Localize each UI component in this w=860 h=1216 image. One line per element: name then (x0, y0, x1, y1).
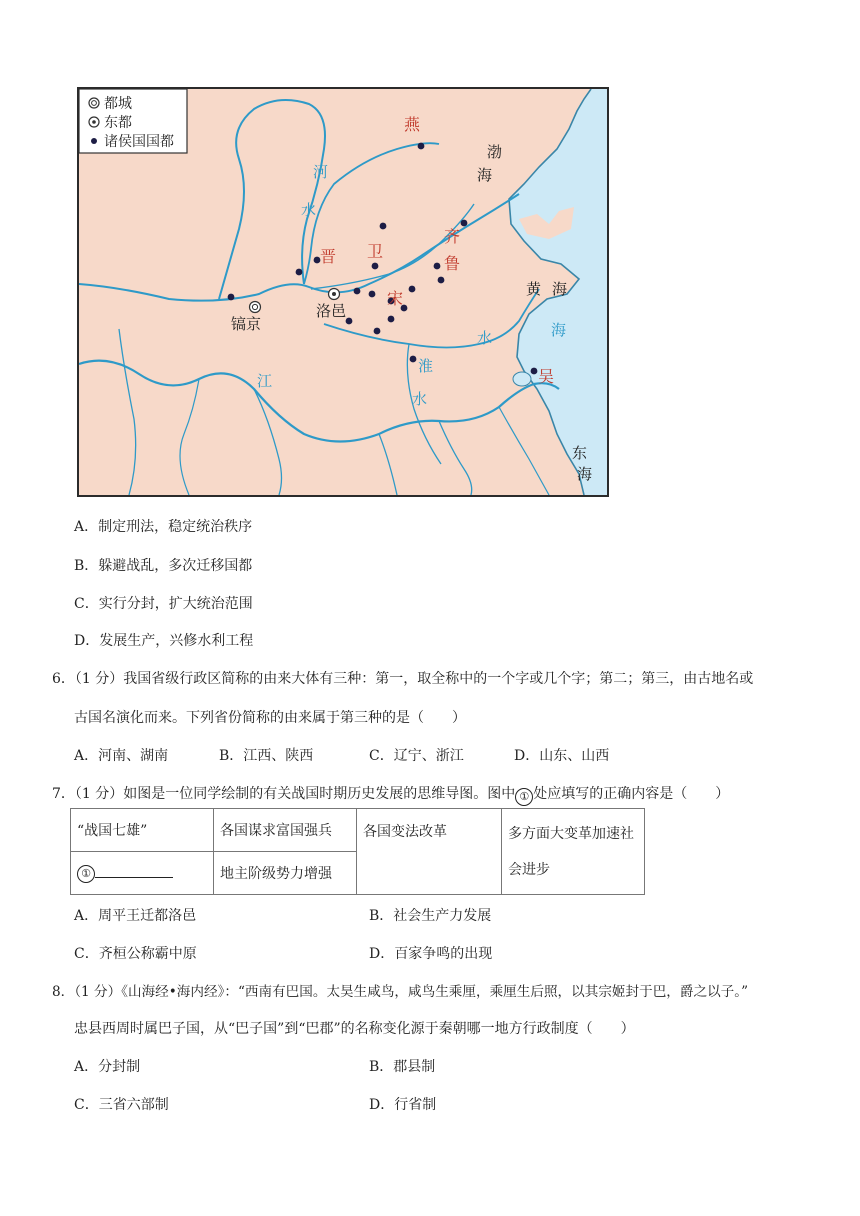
legend-vassal-icon (91, 138, 97, 144)
legend-label-capital: 都城 (104, 96, 132, 112)
q7-stem-part1: 7．（1 分）如图是一位同学绘制的有关战国时期历史发展的思维导图。图中 (52, 786, 516, 802)
vassal-dot (531, 368, 538, 375)
city-label-haojing: 镐京 (231, 315, 262, 333)
river-label-he-shui: 水 (301, 201, 317, 219)
q7-stem-part2: 处应填写的正确内容是（ ） (533, 786, 730, 802)
q7-option-a[interactable]: A．周平王迁都洛邑 (74, 908, 197, 924)
q8-option-b[interactable]: B．郡县制 (369, 1059, 436, 1075)
mind-cell-progress (502, 809, 645, 895)
legend-label-vassal: 诸侯国国都 (104, 134, 174, 150)
q7-stem-circled-number: ① (515, 788, 533, 806)
sea-label-donghai-2: 海 (577, 465, 593, 483)
mind-cell-wealth: 各国谋求富国强兵 (214, 809, 357, 852)
lake (513, 372, 531, 386)
sea-label-bohai-2: 海 (477, 166, 493, 184)
river-label-huai-shui: 水 (412, 390, 428, 408)
vassal-dot (369, 291, 376, 298)
vassal-dot (374, 328, 381, 335)
q5-option-d[interactable]: D．发展生产，兴修水利工程 (74, 633, 254, 649)
vassal-dot (461, 220, 468, 227)
river-label-he: 河 (313, 163, 329, 181)
fill-in-blank[interactable] (95, 863, 173, 878)
q8-stem-line1: 8．（1 分）《山海经•海内经》：“西南有巴国。太昊生咸鸟，咸鸟生乘厘，乘厘生后照，以其宗姬封于巴，爵之以子。” (52, 984, 749, 1000)
vassal-dot (372, 263, 379, 270)
sea-label-bohai-1: 渤 (487, 143, 503, 161)
mind-cell-blank[interactable] (71, 852, 214, 895)
vassal-dot (438, 277, 445, 284)
state-label-yan: 燕 (404, 115, 421, 134)
haojing-capital-icon (250, 302, 261, 313)
vassal-dot (296, 269, 303, 276)
mind-map-table (70, 808, 645, 895)
q7-stem (52, 783, 729, 806)
vassal-dot (410, 356, 417, 363)
vassal-dot (388, 316, 395, 323)
q5-option-c[interactable]: C．实行分封，扩大统治范围 (74, 596, 253, 612)
river-label-huai: 淮 (418, 357, 434, 375)
vassal-dot (409, 286, 416, 293)
mind-cell-progress-line1: 多方面大变革加速社 (508, 825, 634, 842)
q5-option-b[interactable]: B．躲避战乱，多次迁移国都 (74, 558, 253, 574)
q7-option-d[interactable]: D．百家争鸣的出现 (369, 946, 493, 962)
vassal-dot (228, 294, 235, 301)
q6-option-c[interactable]: C．辽宁、浙江 (369, 748, 464, 764)
q6-option-b[interactable]: B．江西、陕西 (219, 748, 314, 764)
map-canvas (79, 89, 607, 495)
vassal-dot (346, 318, 353, 325)
q6-stem-line1: 6．（1 分）我国省级行政区简称的由来大体有三种：第一，取全称中的一个字或几个字；第二；第三，由古地名或 (52, 671, 754, 687)
sea-label-donghai-1: 东 (572, 444, 588, 462)
sea-label-huanghai-blue: 海 (551, 321, 567, 339)
q8-option-c[interactable]: C．三省六部制 (74, 1097, 169, 1113)
mind-cell-landlord: 地主阶级势力增强 (214, 852, 357, 895)
q7-option-b[interactable]: B．社会生产力发展 (369, 908, 492, 924)
q5-option-a[interactable]: A．制定刑法，稳定统治秩序 (74, 519, 253, 535)
state-label-song: 宋 (387, 289, 404, 308)
vassal-dot (380, 223, 387, 230)
q7-option-c[interactable]: C．齐桓公称霸中原 (74, 946, 197, 962)
q6-option-d[interactable]: D．山东、山西 (514, 748, 610, 764)
city-label-luoyi: 洛邑 (316, 302, 347, 320)
vassal-dot (354, 288, 361, 295)
blank-circled-number: ① (77, 865, 95, 883)
q8-option-a[interactable]: A．分封制 (74, 1059, 141, 1075)
q6-option-a[interactable]: A．河南、湖南 (74, 748, 169, 764)
vassal-dot (434, 263, 441, 270)
mind-cell-reform: 各国变法改革 (357, 809, 502, 895)
vassal-dot (418, 143, 425, 150)
state-label-lu: 鲁 (444, 254, 461, 273)
sea-label-huanghai-2: 海 (552, 280, 568, 298)
luoyi-capital-icon (329, 289, 340, 300)
q8-stem-line2: 忠县西周时属巴子国，从“巴子国”到“巴郡”的名称变化源于秦朝哪一地方行政制度（ ） (74, 1021, 635, 1037)
state-label-jin: 晋 (320, 247, 337, 266)
legend-label-east-capital: 东都 (104, 115, 132, 131)
mind-cell-progress-line2: 会进步 (508, 861, 550, 878)
western-zhou-map (77, 87, 609, 497)
q6-stem-line2: 古国名演化而来。下列省份简称的由来属于第三种的是（ ） (74, 710, 466, 726)
mind-cell-seven-states: “战国七雄” (71, 809, 214, 852)
river-label-jiang: 江 (257, 372, 273, 390)
q8-option-d[interactable]: D．行省制 (369, 1097, 437, 1113)
state-label-qi: 齐 (444, 227, 461, 246)
state-label-wei: 卫 (367, 242, 384, 261)
river-label-shui: 水 (477, 329, 493, 347)
state-label-wu: 吴 (538, 367, 555, 386)
sea-label-huanghai: 黄 (526, 280, 542, 298)
